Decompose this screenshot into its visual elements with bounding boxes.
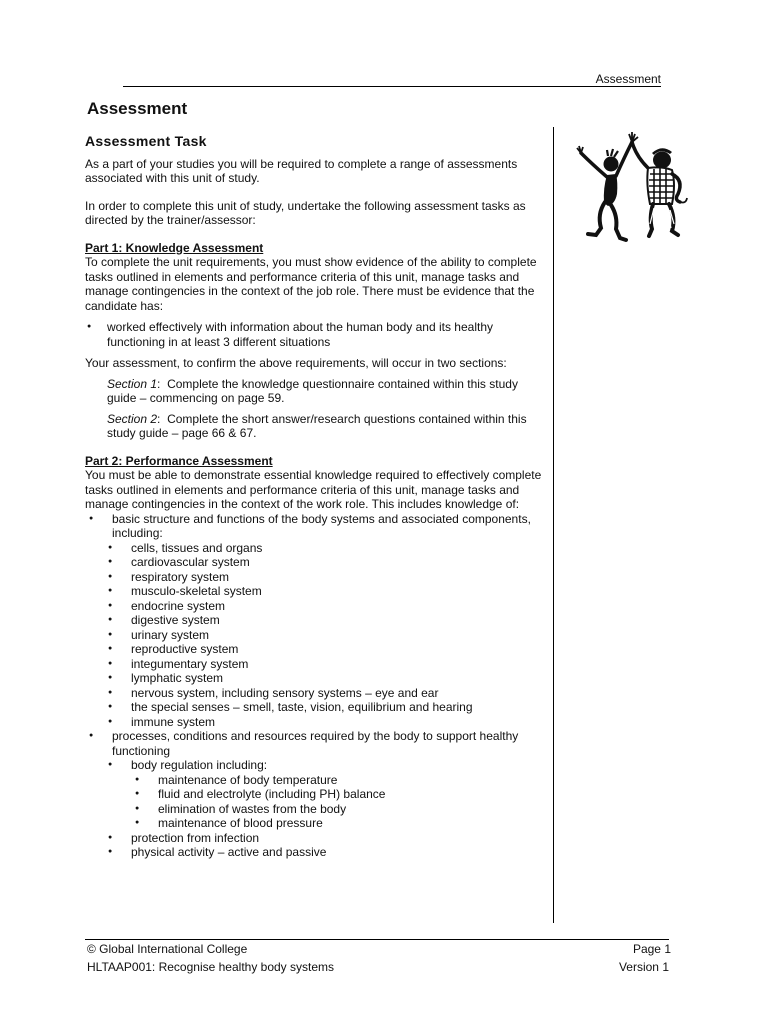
list-item: ● urinary system [107,628,543,643]
dancing-figures-illustration [574,128,694,246]
list-item: ● endocrine system [107,599,543,614]
header-rule [123,86,661,87]
left-dancer-figure [577,142,632,240]
list-item: ● maintenance of body temperature [131,773,543,788]
list-item-text: processes, conditions and resources required by the body to support healthy functioning [112,729,519,758]
section-label: Section 2 [107,411,158,426]
list-item: ● the special senses – smell, taste, vision, equilibrium and hearing [107,700,543,715]
list-item: ● worked effectively with information about the human body and its healthy functioning in at least 3 different situations [85,320,543,349]
list-item: ● integumentary system [107,657,543,672]
section-item: Section 2: Complete the short answer/research questions contained within this study guide – page 66 & 67. [107,411,527,440]
footer-copyright: © Global International College [87,942,248,956]
list-item: ● cells, tissues and organs [107,541,543,556]
section-text: Complete the knowledge questionnaire contained within this study guide – commencing on page 59. [107,376,518,405]
part1-heading: Part 1: Knowledge Assessment [85,240,264,255]
list-item: ● fluid and electrolyte (including PH) balance [131,787,543,802]
body-regulation-list [131,773,543,831]
part2-paragraph: You must be able to demonstrate essential knowledge required to effectively complete tasks outlined in elements and performance criteria of this unit, manage tasks and manage contingencies in the context of the work role. This includes knowledge of: [85,468,542,511]
list-item-text: body regulation including: [131,758,268,772]
part2-bullet-list [85,512,543,860]
body-systems-list [107,541,543,730]
assessment-sections [85,377,543,441]
margin-rule [553,127,554,923]
page-title: Assessment [87,99,188,118]
intro-paragraph: In order to complete this unit of study, undertake the following assessment tasks as directed by the trainer/assessor: [85,198,526,227]
list-item: ● musculo-skeletal system [107,584,543,599]
footer-unit-code: HLTAAP001: Recognise healthy body systems [87,960,335,974]
list-item: ● physical activity – active and passive [107,845,543,860]
part2-heading: Part 2: Performance Assessment [85,453,273,468]
list-item: ● maintenance of blood pressure [131,816,543,831]
sections-intro: Your assessment, to confirm the above requirements, will occur in two sections: [85,356,507,370]
intro-paragraph: As a part of your studies you will be required to complete a range of assessments associated with this unit of study. [85,156,518,185]
part1-paragraph: To complete the unit requirements, you must show evidence of the ability to complete tasks outlined in elements and performance criteria of this unit, manage tasks and manage contingencies in the context of the job role. There must be evidence that the candidate has: [85,255,537,313]
list-item: ● immune system [107,715,543,730]
header-label: Assessment [595,72,661,86]
list-item: ● nervous system, including sensory systems – eye and ear [107,686,543,701]
list-item: ● reproductive system [107,642,543,657]
section-label: Section 1 [107,376,158,391]
list-item: ● respiratory system [107,570,543,585]
list-item: ● digestive system [107,613,543,628]
footer-rule [85,939,669,940]
content-column [85,134,543,860]
footer-page-number: Page 1 [632,942,671,956]
list-item-text: basic structure and functions of the body systems and associated components, including: [112,511,531,540]
processes-list [107,758,543,860]
list-item: ● lymphatic system [107,671,543,686]
section-heading: Assessment Task [85,133,207,149]
section-text: Complete the short answer/research questions contained within this study guide – page 66 & 67. [107,411,527,440]
part1-bullet-list [85,320,543,349]
list-item [85,512,543,730]
list-item [107,758,543,831]
list-item: ● protection from infection [107,831,543,846]
list-item: ● cardiovascular system [107,555,543,570]
section-item: Section 1: Complete the knowledge questionnaire contained within this study guide – commencing on page 59. [107,376,518,405]
list-item [85,729,543,860]
list-item: ● elimination of wastes from the body [131,802,543,817]
footer-version: Version 1 [618,960,669,974]
right-dancer-figure [629,132,687,236]
